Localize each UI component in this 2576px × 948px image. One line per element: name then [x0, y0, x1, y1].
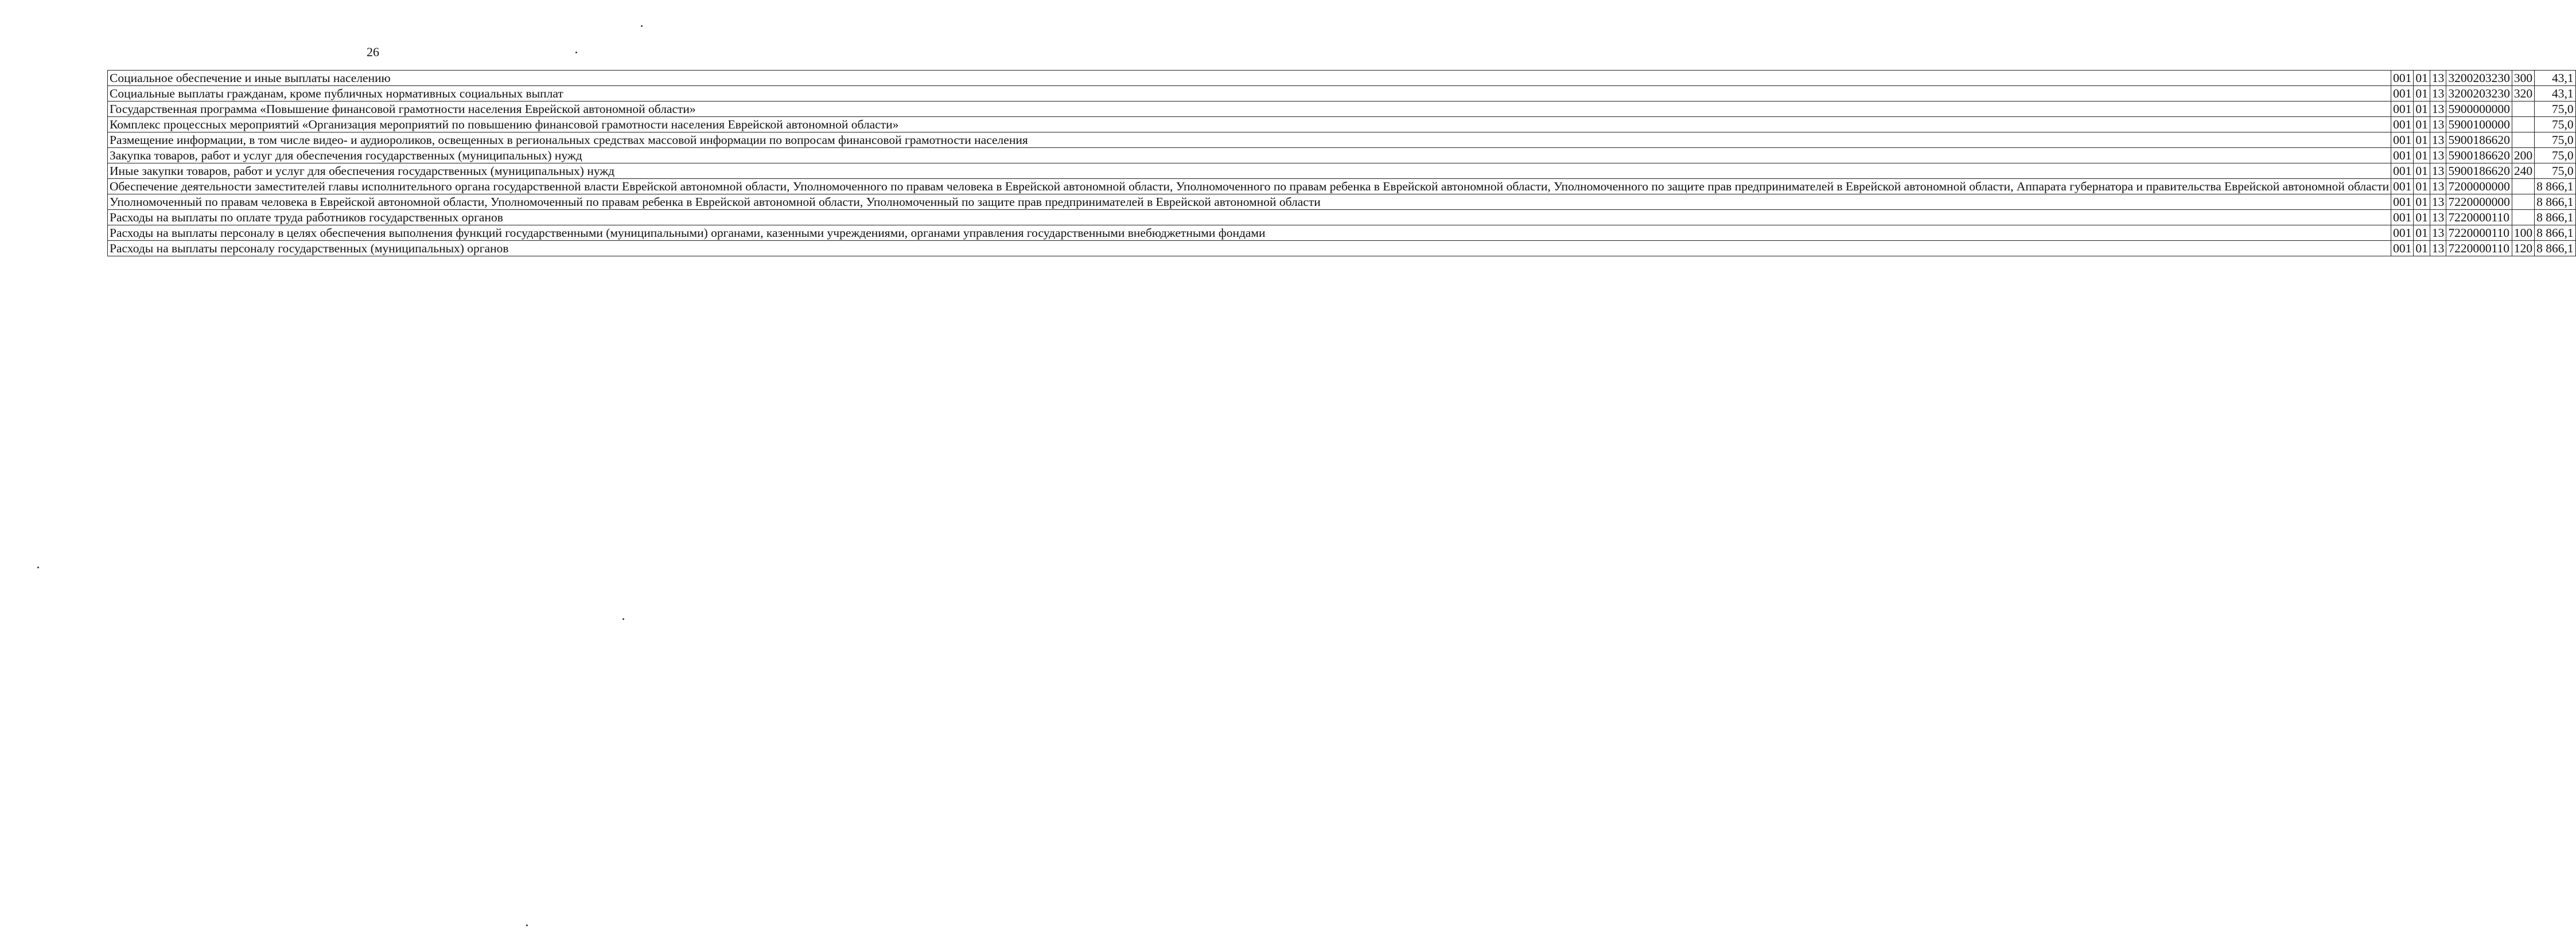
department-code-cell: 001	[2391, 132, 2414, 148]
section-code-cell: 01	[2414, 117, 2430, 132]
expense-type-cell: 240	[2512, 163, 2534, 179]
department-code-cell: 001	[2391, 117, 2414, 132]
subsection-code-cell: 13	[2430, 71, 2446, 86]
subsection-code-cell: 13	[2430, 132, 2446, 148]
item-name-cell: Иные закупки товаров, работ и услуг для обеспечения государственных (муниципальных) нужд	[108, 163, 2391, 179]
section-code-cell: 01	[2414, 163, 2430, 179]
scan-speck	[622, 618, 624, 620]
subsection-code-cell: 13	[2430, 241, 2446, 256]
section-code-cell: 01	[2414, 148, 2430, 163]
amount-cell: 75,0	[2535, 163, 2576, 179]
target-article-cell: 7220000110	[2446, 241, 2512, 256]
scan-speck	[575, 52, 577, 53]
section-code-cell: 01	[2414, 225, 2430, 241]
amount-cell: 75,0	[2535, 117, 2576, 132]
amount-cell: 43,1	[2535, 71, 2576, 86]
department-code-cell: 001	[2391, 210, 2414, 225]
amount-cell: 8 866,1	[2535, 225, 2576, 241]
table-row	[108, 194, 2576, 210]
amount-cell: 75,0	[2535, 132, 2576, 148]
item-name-cell: Социальные выплаты гражданам, кроме публичных нормативных социальных выплат	[108, 86, 2391, 102]
department-code-cell: 001	[2391, 163, 2414, 179]
scan-speck	[641, 25, 643, 27]
table-row	[108, 179, 2576, 194]
department-code-cell: 001	[2391, 86, 2414, 102]
subsection-code-cell: 13	[2430, 163, 2446, 179]
item-name-cell: Социальное обеспечение и иные выплаты населению	[108, 71, 2391, 86]
amount-cell: 75,0	[2535, 102, 2576, 117]
expense-type-cell: 100	[2512, 225, 2534, 241]
expense-type-cell	[2512, 132, 2534, 148]
expense-type-cell: 120	[2512, 241, 2534, 256]
department-code-cell: 001	[2391, 194, 2414, 210]
budget-table-body	[108, 71, 2576, 256]
amount-cell: 8 866,1	[2535, 194, 2576, 210]
section-code-cell: 01	[2414, 102, 2430, 117]
expense-type-cell: 300	[2512, 71, 2534, 86]
expense-type-cell	[2512, 117, 2534, 132]
scan-speck	[37, 567, 39, 568]
section-code-cell: 01	[2414, 194, 2430, 210]
department-code-cell: 001	[2391, 102, 2414, 117]
table-row	[108, 163, 2576, 179]
section-code-cell: 01	[2414, 210, 2430, 225]
department-code-cell: 001	[2391, 71, 2414, 86]
item-name-cell: Закупка товаров, работ и услуг для обеспечения государственных (муниципальных) нужд	[108, 148, 2391, 163]
scan-speck	[526, 924, 528, 926]
page-number: 26	[367, 45, 379, 59]
expense-type-cell: 200	[2512, 148, 2534, 163]
target-article-cell: 3200203230	[2446, 86, 2512, 102]
section-code-cell: 01	[2414, 71, 2430, 86]
amount-cell: 75,0	[2535, 148, 2576, 163]
item-name-cell: Расходы на выплаты персоналу государственных (муниципальных) органов	[108, 241, 2391, 256]
expense-type-cell	[2512, 194, 2534, 210]
item-name-cell: Уполномоченный по правам человека в Еврейской автономной области, Уполномоченный по правам ребенка в Еврейской автономной области, Уполномоченный по защите прав предпринимателей в Еврейской автономной области	[108, 194, 2391, 210]
section-code-cell: 01	[2414, 132, 2430, 148]
target-article-cell: 5900186620	[2446, 148, 2512, 163]
subsection-code-cell: 13	[2430, 179, 2446, 194]
department-code-cell: 001	[2391, 241, 2414, 256]
target-article-cell: 7220000110	[2446, 225, 2512, 241]
amount-cell: 8 866,1	[2535, 241, 2576, 256]
target-article-cell: 5900000000	[2446, 102, 2512, 117]
section-code-cell: 01	[2414, 86, 2430, 102]
subsection-code-cell: 13	[2430, 210, 2446, 225]
department-code-cell: 001	[2391, 179, 2414, 194]
department-code-cell: 001	[2391, 225, 2414, 241]
item-name-cell: Государственная программа «Повышение финансовой грамотности населения Еврейской автономной области»	[108, 102, 2391, 117]
amount-cell: 8 866,1	[2535, 179, 2576, 194]
subsection-code-cell: 13	[2430, 225, 2446, 241]
expense-type-cell	[2512, 210, 2534, 225]
item-name-cell: Расходы на выплаты по оплате труда работников государственных органов	[108, 210, 2391, 225]
subsection-code-cell: 13	[2430, 102, 2446, 117]
subsection-code-cell: 13	[2430, 117, 2446, 132]
expense-type-cell	[2512, 102, 2534, 117]
item-name-cell: Комплекс процессных мероприятий «Организация мероприятий по повышению финансовой грамотности населения Еврейской автономной области»	[108, 117, 2391, 132]
target-article-cell: 3200203230	[2446, 71, 2512, 86]
budget-table	[107, 70, 2576, 256]
table-row	[108, 71, 2576, 86]
expense-type-cell: 320	[2512, 86, 2534, 102]
amount-cell: 43,1	[2535, 86, 2576, 102]
table-row	[108, 210, 2576, 225]
table-row	[108, 102, 2576, 117]
target-article-cell: 7220000110	[2446, 210, 2512, 225]
table-row	[108, 132, 2576, 148]
subsection-code-cell: 13	[2430, 86, 2446, 102]
table-row	[108, 241, 2576, 256]
target-article-cell: 5900100000	[2446, 117, 2512, 132]
item-name-cell: Расходы на выплаты персоналу в целях обеспечения выполнения функций государственными (муниципальными) органами, казенными учреждениями, органами управления государственными внебюджетными фондами	[108, 225, 2391, 241]
section-code-cell: 01	[2414, 179, 2430, 194]
section-code-cell: 01	[2414, 241, 2430, 256]
amount-cell: 8 866,1	[2535, 210, 2576, 225]
item-name-cell: Обеспечение деятельности заместителей главы исполнительного органа государственной власти Еврейской автономной области, Уполномоченного по правам человека в Еврейской автономной области, Уполномоченного по правам ребенка в Еврейской автономной области, Уполномоченного по защите прав предпринимателей в Еврейской автономной области, Аппарата губернатора и правительства Еврейской автономной области	[108, 179, 2391, 194]
table-row	[108, 148, 2576, 163]
target-article-cell: 5900186620	[2446, 132, 2512, 148]
target-article-cell: 7220000000	[2446, 194, 2512, 210]
subsection-code-cell: 13	[2430, 194, 2446, 210]
department-code-cell: 001	[2391, 148, 2414, 163]
target-article-cell: 7200000000	[2446, 179, 2512, 194]
table-row	[108, 117, 2576, 132]
table-row	[108, 225, 2576, 241]
subsection-code-cell: 13	[2430, 148, 2446, 163]
item-name-cell: Размещение информации, в том числе видео- и аудиороликов, освещенных в региональных средствах массовой информации по вопросам финансовой грамотности населения	[108, 132, 2391, 148]
expense-type-cell	[2512, 179, 2534, 194]
table-row	[108, 86, 2576, 102]
target-article-cell: 5900186620	[2446, 163, 2512, 179]
